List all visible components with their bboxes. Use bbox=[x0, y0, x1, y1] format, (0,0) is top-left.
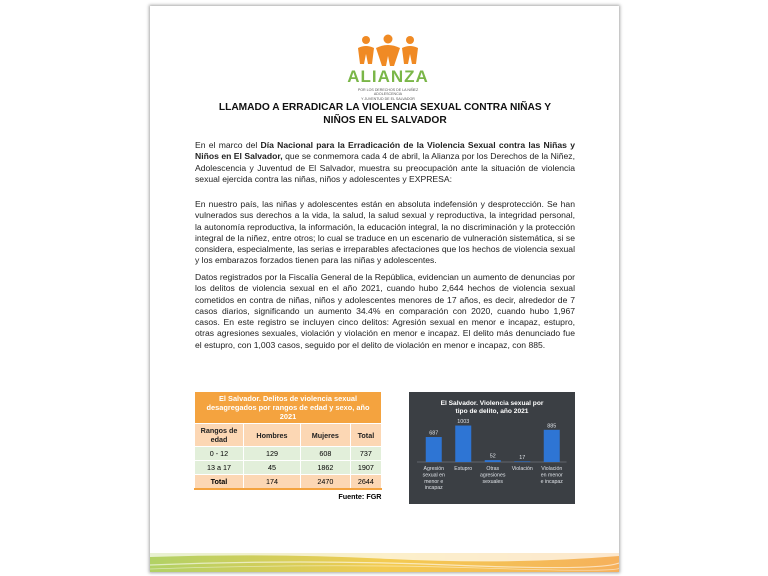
chart-title: El Salvador. Violencia sexual por bbox=[440, 400, 544, 407]
decorative-wave-band bbox=[150, 553, 619, 572]
bar-chart bbox=[409, 392, 575, 504]
intro-paragraph: En el marco del Día Nacional para la Erradicación de la Violencia Sexual contra las Niñas y Niños en El Salvador, que se conmemora cada 4 de abril, la Alianza por los Derechos de la Niñez, Adolescencia y Juventud de El Salvador, muestra su preocupación ante la situación de violencia sexual ejercida contra las niñas, niños y adolescentes y EXPRESA: bbox=[195, 140, 575, 184]
table-cell: 174 bbox=[244, 475, 301, 490]
chart-category-label: Violación en menor e incapaz bbox=[540, 466, 563, 485]
table-cell: 45 bbox=[244, 461, 301, 475]
chart-category-label: Otras agresiones sexuales bbox=[480, 466, 506, 485]
table-cell: 1862 bbox=[300, 461, 350, 475]
chart-category-label: Violación bbox=[511, 466, 533, 472]
stats-table-block bbox=[194, 391, 382, 503]
document-title: LLAMADO A ERRADICAR LA VIOLENCIA SEXUAL CONTRA NIÑAS Y NIÑOS EN EL SALVADOR bbox=[218, 102, 552, 126]
chart-category-label: Estupro bbox=[454, 466, 473, 472]
chart-data-label: 885 bbox=[547, 423, 557, 430]
chart-bar bbox=[426, 437, 442, 462]
table-row bbox=[195, 447, 382, 461]
table-cell: Total bbox=[195, 475, 244, 490]
table-header: Total bbox=[350, 424, 381, 447]
chart-bar bbox=[514, 461, 530, 462]
table-cell: 737 bbox=[350, 447, 381, 461]
table-header: Mujeres bbox=[300, 424, 350, 447]
table-header: Hombres bbox=[244, 424, 301, 447]
table-header: Rangos de edad bbox=[195, 424, 244, 447]
footer-gradient-band bbox=[150, 553, 619, 572]
chart-data-label: 17 bbox=[519, 454, 526, 461]
chart-bar bbox=[485, 460, 501, 462]
people-figures-icon bbox=[358, 34, 418, 70]
chart-data-label: 1003 bbox=[457, 419, 470, 426]
table-caption: El Salvador. Delitos de violencia sexual desagregados por rangos de edad y sexo, año 2021 bbox=[195, 392, 382, 424]
table-row bbox=[195, 461, 382, 475]
context-paragraph: En nuestro país, las niñas y adolescentes están en absoluta indefensión y desprotección. Se han vulnerados sus derechos a la vida, la salud, la salud sexual y reproductiva, la integridad personal, la autonomía reproductiva, la información, la educación integral, la no discriminación y la protección integral de la niñez, entre otros; lo cual se traduce en un escenario de vulneración sistemática, si se considera, especialmente, las serias e irreparables afectaciones que los hechos de violencia sexual y los embarazos forzados tienen para las niñas y adolescentes. bbox=[195, 199, 575, 266]
table-cell: 2644 bbox=[350, 475, 381, 490]
chart-category-label: Agresión sexual en menor e incapaz bbox=[422, 466, 445, 492]
table-cell: 608 bbox=[300, 447, 350, 461]
chart-title: tipo de delito, año 2021 bbox=[455, 408, 529, 415]
table-cell: 1907 bbox=[350, 461, 381, 475]
data-paragraph: Datos registrados por la Fiscalía General de la República, evidencian un aumento de denuncias por los delitos de violencia sexual en el año 2021, cuando hubo 2,644 hechos de violencia sexual cometidos en contra de niñas, niños y adolescentes menores de 17 años, es decir, alrededor de 7 casos diarios, significando un aumento 34.4% en comparación con 2020, cuando hubo 1,967 casos. En este registro se incluyen cinco delitos: Agresión sexual en menor e incapaz, estupro, otras agresiones sexuales, violación y violación en menor e incapaz. El delito más denunciado fue el estupro, con 1,003 casos, seguido por el delito de violación en menor e incapaz, con 885. bbox=[195, 272, 575, 350]
table-cell: 0 - 12 bbox=[195, 447, 244, 461]
table-cell: 13 a 17 bbox=[195, 461, 244, 475]
alianza-logo bbox=[344, 34, 432, 100]
logo-subtitle: POR LOS DERECHOS DE LA NIÑEZ ADOLESCENCIA Y JUVENTUD DE EL SALVADOR bbox=[357, 88, 419, 101]
chart-data-label: 52 bbox=[489, 453, 496, 460]
document-page bbox=[150, 6, 619, 572]
logo-wordmark: ALIANZA bbox=[347, 67, 429, 86]
chart-data-label: 687 bbox=[429, 430, 439, 437]
chart-bar bbox=[455, 426, 471, 462]
chart-bar bbox=[544, 430, 560, 462]
table-cell: 129 bbox=[244, 447, 301, 461]
table-source: Fuente: FGR bbox=[195, 489, 382, 503]
table-total-row bbox=[195, 475, 382, 490]
table-cell: 2470 bbox=[300, 475, 350, 490]
chart-canvas bbox=[409, 392, 575, 504]
stats-table bbox=[194, 391, 382, 503]
